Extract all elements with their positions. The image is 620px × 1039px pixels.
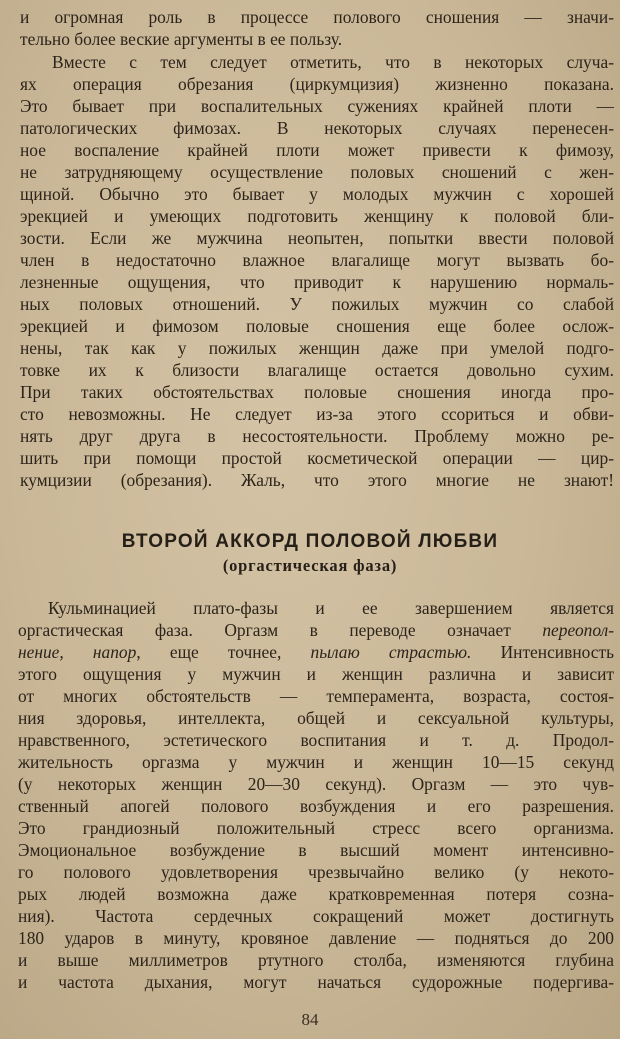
text-line: ния здоровья, интеллекта, общей и сексуальной культуры,: [18, 708, 614, 728]
text-line: товке их к близости влагалище остается довольно сухим.: [20, 360, 614, 380]
text-line: нены, так как у пожилых женщин даже при умелой подго-: [20, 338, 614, 358]
text-line: ях операция обрезания (циркумцизия) жизненно показана.: [20, 74, 614, 94]
text-line: эрекцией и фимозом половые сношения еще более ослож-: [20, 316, 614, 336]
text-line: шить при помощи простой косметической операции — цир-: [20, 448, 614, 468]
text-span: , еще точнее,: [136, 642, 311, 662]
text-line: ных половых отношений. У пожилых мужчин со слабой: [20, 294, 614, 314]
text-line: [18, 619, 614, 641]
page-number: 84: [301, 1010, 319, 1029]
section-subtitle: (оргастическая фаза): [222, 556, 398, 575]
text-span: Интенсивность: [471, 642, 614, 662]
text-line: кумцизии (обрезания). Жаль, что этого многие не знают!: [20, 470, 614, 490]
text-line: и частота дыхания, могут начаться судорожные подергива-: [18, 972, 614, 992]
text-line: ния). Частота сердечных сокращений может достигнуть: [18, 906, 614, 926]
text-line: нять друг друга в несостоятельности. Проблему можно ре-: [20, 426, 614, 446]
text-line: тельно более веские аргументы в ее пользу.: [20, 29, 342, 49]
section-title: ВТОРОЙ АККОРД ПОЛОВОЙ ЛЮБВИ: [121, 531, 499, 552]
text-line: рых людей возможна даже кратковременная потеря созна-: [18, 884, 614, 904]
text-line: ное воспаление крайней плоти может привести к фимозу,: [20, 140, 614, 160]
text-line: лезненные ощущения, что приводит к нарушению нормаль-: [20, 272, 614, 292]
italic-text-span: переопол-: [542, 620, 614, 640]
text-line: не затрудняющему осуществление половых сношений с жен-: [20, 162, 614, 182]
italic-text-span: пылаю страстью.: [310, 642, 472, 662]
text-line: нравственного, эстетического воспитания и т. д. Продол-: [18, 730, 614, 750]
text-line: го полового удовлетворения чрезвычайно велико (у некото-: [18, 862, 614, 882]
text-line: Вместе с тем следует отметить, что в некоторых случа-: [52, 52, 614, 72]
text-line: [18, 641, 614, 663]
text-line: эрекцией и умеющих подготовить женщину к половой бли-: [20, 206, 614, 226]
text-line: этого ощущения у мужчин и женщин различна и зависит: [18, 664, 614, 684]
text-line: патологических фимозах. В некоторых случаях перенесен-: [20, 118, 614, 138]
italic-text-span: нение, напор: [18, 642, 137, 662]
text-line: жительность оргазма у мужчин и женщин 10—15 секунд: [18, 752, 614, 772]
text-span: оргастическая фаза. Оргазм в переводе означает: [18, 620, 543, 640]
text-line: член в недостаточно влажное влагалище могут вызвать бо-: [20, 250, 614, 270]
text-line: 180 ударов в минуту, кровяное давление — подняться до 200: [18, 928, 614, 948]
text-line: При таких обстоятельствах половые сношения иногда про-: [20, 382, 614, 402]
text-line: Эмоциональное возбуждение в высший момент интенсивно-: [18, 840, 614, 860]
text-line: и огромная роль в процессе полового сношения — значи-: [20, 7, 614, 27]
text-line: (у некоторых женщин 20—30 секунд). Оргазм — это чув-: [18, 774, 614, 794]
text-line: зости. Если же мужчина неопытен, попытки ввести половой: [20, 228, 614, 248]
text-line: от многих обстоятельств — темперамента, возраста, состоя-: [18, 686, 614, 706]
text-line: Это бывает при воспалительных сужениях крайней плоти —: [20, 96, 614, 116]
text-line: щиной. Обычно это бывает у молодых мужчин с хорошей: [20, 184, 614, 204]
text-line: Это грандиозный положительный стресс всего организма.: [18, 818, 614, 838]
text-line: сто невозможны. Не следует из-за этого ссориться и обви-: [20, 404, 614, 424]
text-line: Кульминацией плато-фазы и ее завершением является: [48, 598, 614, 618]
text-line: ственный апогей полового возбуждения и его разрешения.: [18, 796, 614, 816]
text-line: и выше миллиметров ртутного столба, изменяются глубина: [18, 950, 614, 970]
